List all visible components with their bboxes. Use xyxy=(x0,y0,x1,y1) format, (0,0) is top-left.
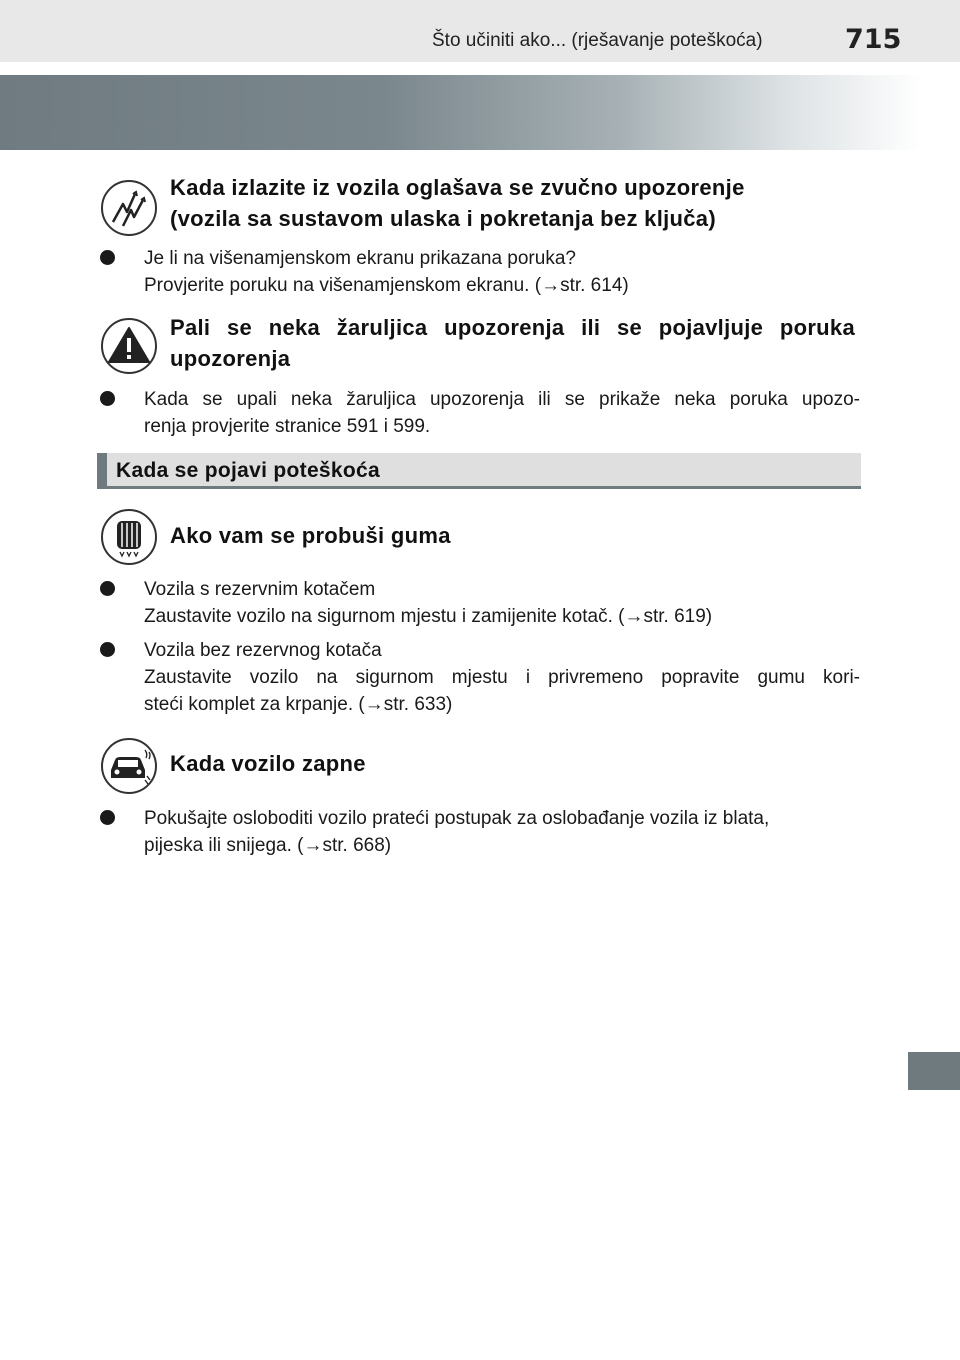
heading-line: upozorenja xyxy=(170,346,291,371)
bullet-icon xyxy=(100,250,115,265)
heading-line: Kada izlazite iz vozila oglašava se zvučno upozorenje xyxy=(170,175,745,200)
list-item xyxy=(100,576,860,630)
lightning-warning-icon xyxy=(101,180,157,236)
list-item xyxy=(100,805,860,859)
bullet-icon xyxy=(100,810,115,825)
bullet-line: steći komplet za krpanje. (→str. 633) xyxy=(144,694,453,715)
list-item xyxy=(100,386,860,440)
header-title: Što učiniti ako... (rješavanje poteškoća) xyxy=(432,30,763,51)
list-item xyxy=(100,245,860,299)
heading-line: (vozila sa sustavom ulaska i pokretanja bez ključa) xyxy=(170,206,716,231)
bullet-line: Vozila s rezervnim kotačem xyxy=(144,579,376,600)
bullet-line: Provjerite poruku na višenamjenskom ekranu. (→str. 614) xyxy=(144,275,629,296)
bullet-line: Je li na višenamjenskom ekranu prikazana poruka? xyxy=(144,248,576,269)
bullet-line: Kada se upali neka žaruljica upozorenja ili se prikaže neka poruka upozo- xyxy=(144,389,860,410)
list-item xyxy=(100,637,860,718)
bullet-line: Zaustavite vozilo na sigurnom mjestu i privremeno popravite gumu kori- xyxy=(144,667,860,688)
bullet-line: Zaustavite vozilo na sigurnom mjestu i zamijenite kotač. (→str. 619) xyxy=(144,606,713,627)
section-heading-1 xyxy=(170,172,855,234)
section-title: Kada se pojavi poteškoća xyxy=(116,459,380,482)
flat-tire-icon xyxy=(101,509,157,565)
decorative-band xyxy=(0,75,960,150)
section-title-bar xyxy=(97,453,861,489)
page-number: 715 xyxy=(845,24,902,55)
heading-line: Pali se neka žaruljica upozorenja ili se pojavljuje poruka xyxy=(170,315,855,340)
bullet-line: Pokušajte osloboditi vozilo prateći postupak za oslobađanje vozila iz blata, xyxy=(144,808,770,829)
bullet-line: renja provjerite stranice 591 i 599. xyxy=(144,416,431,437)
subsection-heading-stuck: Kada vozilo zapne xyxy=(170,751,366,776)
stuck-car-icon xyxy=(101,738,157,794)
bullet-icon xyxy=(100,391,115,406)
section-heading-2 xyxy=(170,312,855,374)
exclamation-triangle-icon xyxy=(101,318,157,374)
chapter-tab xyxy=(908,1052,960,1090)
subsection-heading-tire: Ako vam se probuši guma xyxy=(170,523,451,548)
bullet-icon xyxy=(100,581,115,596)
bullet-line: Vozila bez rezervnog kotača xyxy=(144,640,382,661)
bullet-icon xyxy=(100,642,115,657)
bullet-line: pijeska ili snijega. (→str. 668) xyxy=(144,835,392,856)
